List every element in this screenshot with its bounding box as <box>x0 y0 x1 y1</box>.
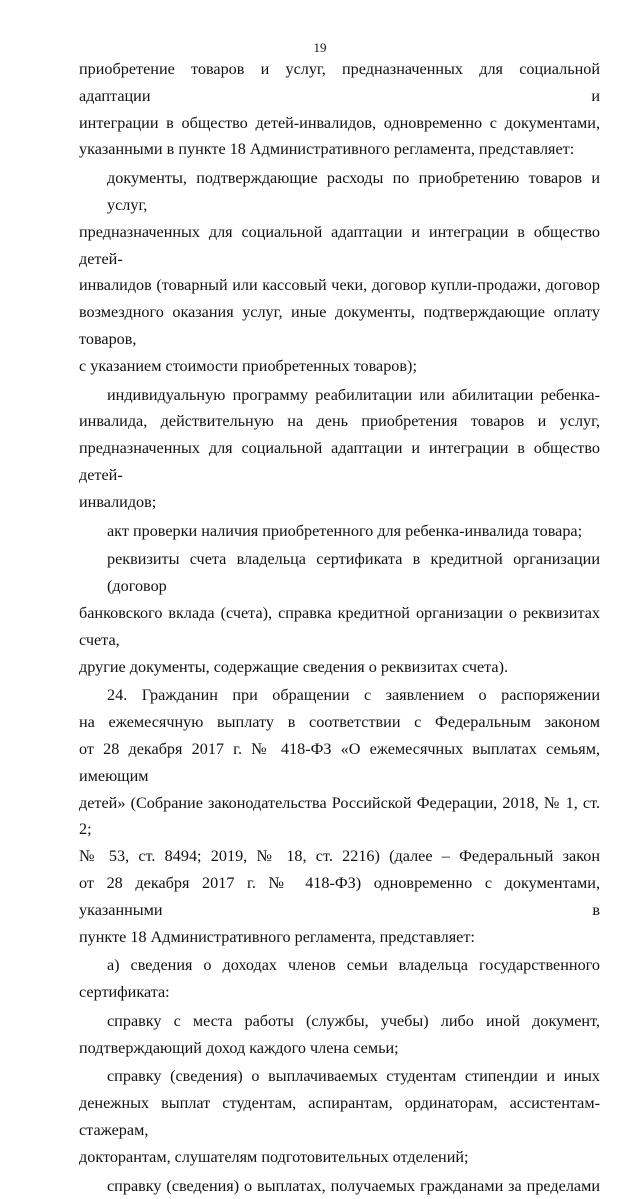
text-line: предназначенных для социальной адаптации и интеграции в общество детей- <box>79 222 600 268</box>
text-line: 24. Гражданин при обращении с заявлением о распоряжении <box>107 686 600 705</box>
text-line: другие документы, содержащие сведения о реквизитах счета). <box>79 657 509 676</box>
text-line: приобретение товаров и услуг, предназначенных для социальной адаптации и <box>79 60 600 105</box>
text-line: № 53, ст. 8494; 2019, № 18, ст. 2216) (далее – Федеральный закон <box>79 847 600 866</box>
text-line: подтверждающий доход каждого члена семьи; <box>79 1038 399 1057</box>
text-line: от 28 декабря 2017 г. № 418-ФЗ) одновременно с документами, указанными в <box>79 873 600 919</box>
text-line: денежных выплат студентам, аспирантам, ординаторам, ассистентам-стажерам, <box>79 1094 600 1140</box>
text-line: интеграции в общество детей-инвалидов, одновременно с документами, <box>79 113 600 132</box>
page-number: 19 <box>313 40 327 55</box>
text-line: детей» (Собрание законодательства Российской Федерации, 2018, № 1, ст. 2; <box>79 793 600 839</box>
text-line: возмездного оказания услуг, иные документы, подтверждающие оплату товаров, <box>79 303 600 348</box>
text-line: документы, подтверждающие расходы по приобретению товаров и услуг, <box>107 169 600 214</box>
text-line: предназначенных для социальной адаптации и интеграции в общество детей- <box>79 439 600 484</box>
text-line: справку (сведения) о выплачиваемых студентам стипендии и иных <box>107 1067 600 1086</box>
text-line: банковского вклада (счета), справка кредитной организации о реквизитах счета, <box>79 603 600 649</box>
text-line: акт проверки наличия приобретенного для ребенка-инвалида товара; <box>107 521 583 540</box>
text-line: справку (сведения) о выплатах, получаемых гражданами за пределами <box>107 1176 600 1195</box>
body-text <box>79 56 600 1199</box>
text-line: индивидуальную программу реабилитации или абилитации ребенка- <box>107 385 600 404</box>
text-line: справку с места работы (службы, учебы) либо иной документ, <box>107 1011 600 1030</box>
text-line: пункте 18 Административного регламента, представляет: <box>79 927 475 946</box>
text-line: реквизиты счета владельца сертификата в кредитной организации (договор <box>107 550 600 596</box>
text-line: с указанием стоимости приобретенных товаров); <box>79 356 417 375</box>
text-line: инвалидов (товарный или кассовый чеки, договор купли-продажи, договор <box>79 276 600 295</box>
text-line: инвалидов; <box>79 492 157 511</box>
text-line: от 28 декабря 2017 г. № 418-ФЗ «О ежемесячных выплатах семьям, имеющим <box>79 739 600 785</box>
text-line: сертификата: <box>79 983 170 1002</box>
text-line: а) сведения о доходах членов семьи владельца государственного <box>107 956 600 975</box>
text-line: инвалида, действительную на день приобретения товаров и услуг, <box>79 412 600 431</box>
text-line: докторантам, слушателям подготовительных отделений; <box>79 1147 469 1166</box>
text-line: указанными в пункте 18 Административного регламента, представляет: <box>79 140 575 159</box>
text-line: на ежемесячную выплату в соответствии с Федеральным законом <box>79 713 600 732</box>
